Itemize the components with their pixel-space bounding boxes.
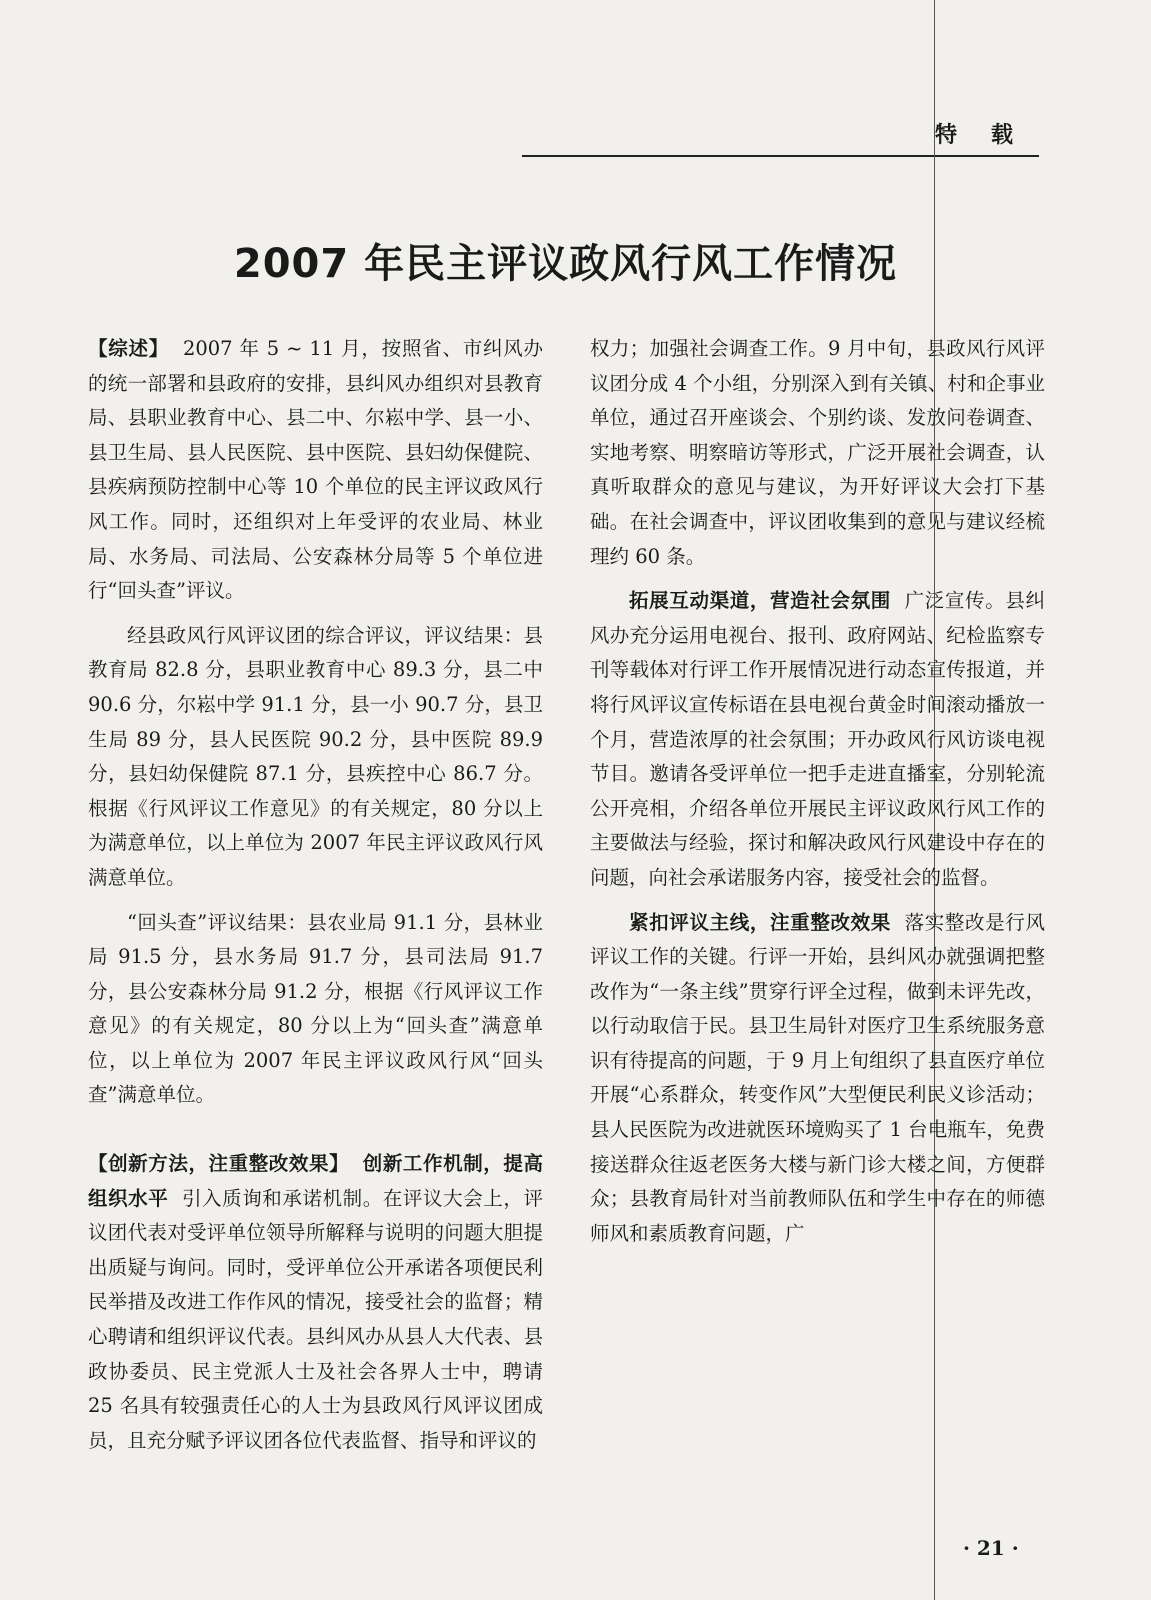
- innovation-paragraph-1: [88, 1147, 543, 1458]
- subheading-mechanism: 创新工作机制，提高组织水平: [88, 1152, 543, 1210]
- summary-paragraph-1: [88, 332, 543, 609]
- summary-text-1: 2007 年 5 ~ 11 月，按照省、市纠风办的统一部署和县政府的安排，县纠风办组织对县教育局、县职业教育中心、县二中、尔崧中学、县一小、县卫生局、县人民医院、县中医院、县妇幼保健院、县疾病预防控制中心等 10 个单位的民主评议政风行风工作。同时，还组织对上年受评的农业局、林业局、水务局、司法局、公安森林分局等 5 个单位进行“回头查”评议。: [88, 337, 543, 603]
- subheading-channels: 拓展互动渠道，营造社会氛围: [629, 589, 891, 613]
- header-rule: [522, 155, 1039, 157]
- section-header: 特载: [935, 123, 1048, 148]
- innovation-heading: 【创新方法，注重整改效果】: [88, 1152, 350, 1176]
- innovation-text-2: 广泛宣传。县纠风办充分运用电视台、报刊、政府网站、纪检监察专刊等载体对行评工作开展情况进行动态宣传报道，并将行风评议宣传标语在县电视台黄金时间滚动播放一个月，营造浓厚的社会氛围；开办政风行风访谈电视节目。邀请各受评单位一把手走进直播室，分别轮流公开亮相，介绍各单位开展民主评议政风行风工作的主要做法与经验，探讨和解决政风行风建设中存在的问题，向社会承诺服务内容，接受社会的监督。: [590, 589, 1045, 889]
- innovation-text-3: 落实整改是行风评议工作的关键。行评一开始，县纠风办就强调把整改作为“一条主线”贯穿行评全过程，做到未评先改，以行动取信于民。县卫生局针对医疗卫生系统服务意识有待提高的问题，于 9 月上旬组织了县直医疗单位开展“心系群众，转变作风”大型便民利民义诊活动；县人民医院为改进就医环境购买了 1 台电瓶车，免费接送群众往返老医务大楼与新门诊大楼之间，方便群众；县教育局针对当前教师队伍和学生中存在的师德师风和素质教育问题，广: [590, 910, 1045, 1245]
- innovation-paragraph-2: [590, 584, 1045, 895]
- page-number: · 21 ·: [963, 1536, 1019, 1560]
- subheading-rectification: 紧扣评议主线，注重整改效果: [629, 910, 891, 934]
- article-title: 2007 年民主评议政风行风工作情况: [233, 241, 898, 287]
- right-column: [590, 332, 1045, 1251]
- innovation-text-1: 引入质询和承诺机制。在评议大会上，评议团代表对受评单位领导所解释与说明的问题大胆提出质疑与询问。同时，受评单位公开承诺各项便民利民举措及改进工作作风的情况，接受社会的监督；精心聘请和组织评议代表。县纠风办从县人大代表、县政协委员、民主党派人士及社会各界人士中，聘请 25 名具有较强责任心的人士为县政风行风评议团成员，且充分赋予评议团各位代表监督、指导和评议的: [88, 1186, 543, 1452]
- summary-paragraph-3: “回头查”评议结果：县农业局 91.1 分，县林业局 91.5 分，县水务局 91.7 分，县司法局 91.7 分，县公安森林分局 91.2 分，根据《行风评议工作意见》的有关规定，80 分以上为“回头查”满意单位，以上单位为 2007 年民主评议政风行风“回头查”满意单位。: [88, 910, 543, 1107]
- innovation-paragraph-1-continued: 权力；加强社会调查工作。9 月中旬，县政风行风评议团分成 4 个小组，分别深入到有关镇、村和企事业单位，通过召开座谈会、个别约谈、发放问卷调查、实地考察、明察暗访等形式，广泛开展社会调查，认真听取群众的意见与建议，为开好评议大会打下基础。在社会调查中，评议团收集到的意见与建议经梳理约 60 条。: [590, 337, 1045, 568]
- innovation-paragraph-3: [590, 906, 1045, 1252]
- summary-heading: 【综述】: [88, 337, 170, 360]
- summary-paragraph-2: 经县政风行风评议团的综合评议，评议结果：县教育局 82.8 分，县职业教育中心 89.3 分，县二中 90.6 分，尔崧中学 91.1 分，县一小 90.7 分，县卫生局 89 分，县人民医院 90.2 分，县中医院 89.9 分，县妇幼保健院 87.1 分，县疾控中心 86.7 分。根据《行风评议工作意见》的有关规定，80 分以上为满意单位，以上单位为 2007 年民主评议政风行风满意单位。: [88, 623, 543, 889]
- left-column: [88, 332, 543, 1458]
